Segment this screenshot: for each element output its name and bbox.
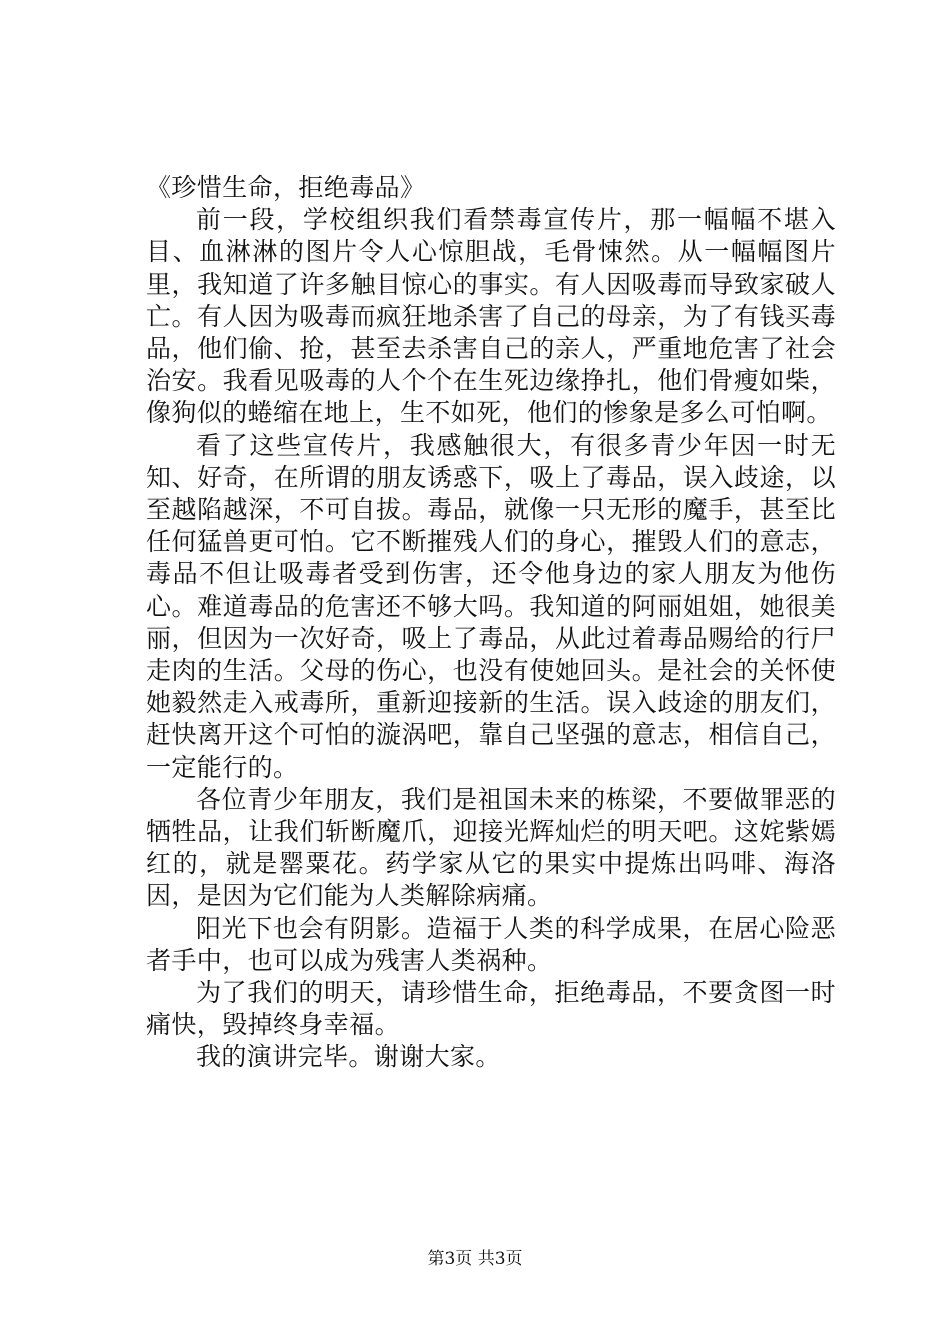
paragraph-5: 为了我们的明天，请珍惜生命，拒绝毒品，不要贪图一时痛快，毁掉终身幸福。 — [146, 978, 836, 1040]
paragraph-6: 我的演讲完毕。谢谢大家。 — [196, 1042, 501, 1072]
document-title: 《珍惜生命，拒绝毒品》 — [146, 173, 426, 202]
paragraph-2: 看了这些宣传片，我感触很大，有很多青少年因一时无知、好奇，在所谓的朋友诱惑下，吸上了毒品，误入歧途，以至越陷越深，不可自拔。毒品，就像一只无形的魔手，甚至比任何猛兽更可怕。它不断摧残人们的身心，摧毁人们的意志，毒品不但让吸毒者受到伤害，还令他身边的家人朋友为他伤心。难道毒品的危害还不够大吗。我知道的阿丽姐姐，她很美丽，但因为一次好奇，吸上了毒品，从此过着毒品赐给的行尸走肉的生活。父母的伤心，也没有使她回头。是社会的关怀使她毅然走入戒毒所，重新迎接新的生活。误入歧途的朋友们，赶快离开这个可怕的漩涡吧，靠自己坚强的意志，相信自己，一定能行的。 — [146, 430, 836, 782]
document-body — [146, 172, 836, 1074]
paragraph-4: 阳光下也会有阴影。造福于人类的科学成果，在居心险恶者手中，也可以成为残害人类祸种。 — [146, 913, 836, 975]
page-footer: 第3页 共3页 — [427, 1249, 523, 1269]
paragraph-1: 前一段，学校组织我们看禁毒宣传片，那一幅幅不堪入目、血淋淋的图片令人心惊胆战，毛骨悚然。从一幅幅图片里，我知道了许多触目惊心的事实。有人因吸毒而导致家破人亡。有人因为吸毒而疯狂地杀害了自己的母亲，为了有钱买毒品，他们偷、抢，甚至去杀害自己的亲人，严重地危害了社会治安。我看见吸毒的人个个在生死边缘挣扎，他们骨瘦如柴，像狗似的蜷缩在地上，生不如死，他们的惨象是多么可怕啊。 — [146, 205, 836, 428]
paragraph-3: 各位青少年朋友，我们是祖国未来的栋梁，不要做罪恶的牺牲品，让我们斩断魔爪，迎接光辉灿烂的明天吧。这姹紫嫣红的，就是罂粟花。药学家从它的果实中提炼出吗啡、海洛因，是因为它们能为人类解除病痛。 — [146, 784, 836, 911]
